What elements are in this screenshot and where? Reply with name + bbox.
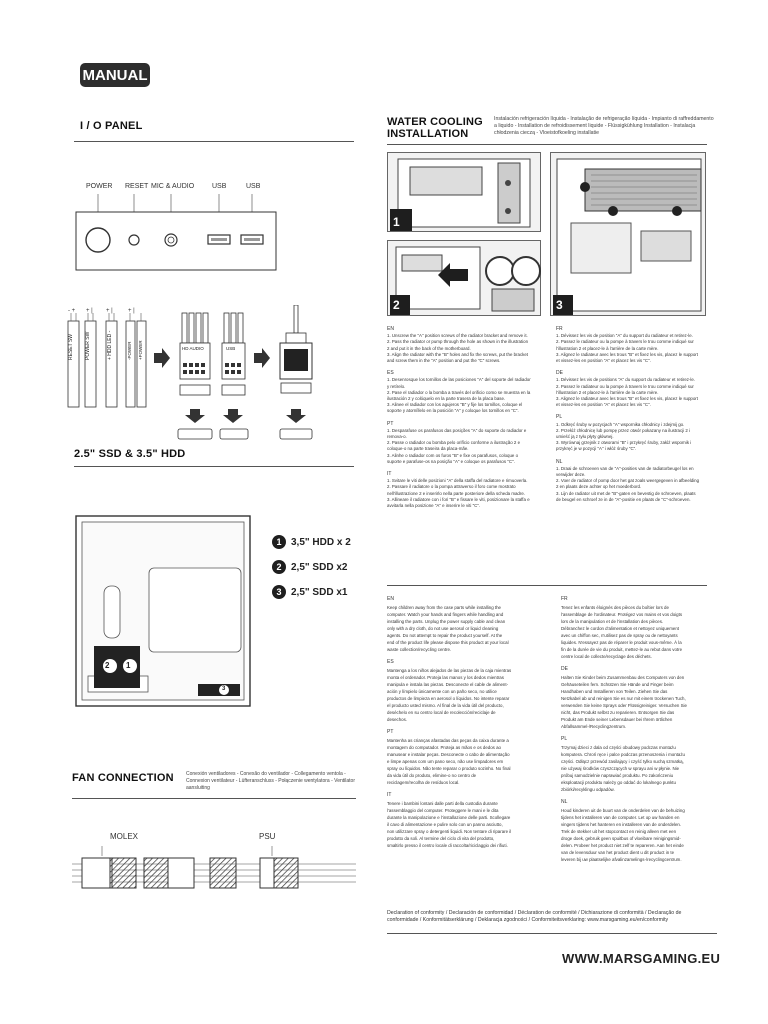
safety-en-lang: EN	[387, 596, 394, 602]
fan-connection-diagram	[72, 842, 362, 912]
safety-pt-line: reciclagem/recolha de resíduos local.	[387, 780, 460, 785]
safety-pl-lang: PL	[561, 736, 568, 742]
fan-title: FAN CONNECTION	[72, 772, 174, 784]
port-label-mic-audio: MIC & AUDIO	[151, 183, 195, 190]
safety-pl-line: komputera. Chroń ręce i palce podczas przenoszenia i montażu	[561, 752, 685, 757]
connector-label-minus-power: -POWER	[127, 341, 132, 360]
header-connectors	[150, 305, 360, 445]
safety-fr	[561, 596, 721, 660]
safety-de-lang: DE	[561, 666, 568, 672]
safety-de-line: verwenden Sie keine Sprays oder Flüssigreiniger. Versuchen Sie	[561, 703, 687, 708]
install-en-line: 1. Unscrew the "A" position screws of the radiator bracket and remove it.	[387, 333, 528, 339]
safety-es-line: desechos.	[387, 717, 408, 722]
safety-it-line: smaltirlo presso il centro locale di raccolta/riciclaggio dei rifiuti.	[387, 843, 508, 848]
safety-es-line: ación y límpielo únicamente con un paño seco, no utilice	[387, 689, 497, 694]
install-pt-line: 3. Alinhe o radiador com os furos "B" e fixe os parafusos, coloque o	[387, 452, 519, 458]
safety-es-line: manipula e instala las piezas. Desconecte el cable de aliment-	[387, 682, 509, 687]
safety-rule	[387, 585, 707, 586]
connector-label-power-sw: POWER SW	[85, 331, 91, 360]
install-it-lang: IT	[387, 471, 392, 478]
safety-it-line: durante la manipolazione e l'installazione delle parti. Scollegare	[387, 815, 511, 820]
install-pl	[556, 414, 716, 452]
safety-fr-line: liquides. N'essayez pas de réparer le produit vous-même. À la	[561, 640, 682, 645]
install-fr-line: 2. Passez le radiateur ou la pompe à travers le trou comme indiqué sur	[556, 339, 694, 345]
declaration	[387, 910, 717, 924]
safety-de	[561, 666, 721, 730]
safety-pl-line: eksploatacji produktu należy go oddać do lokalnego punktu	[561, 780, 676, 785]
install-it-line: nell'illustrazione 2 e inserirlo nella parte posteriore della scheda madre.	[387, 490, 525, 496]
storage-item-1-number: 1	[272, 535, 286, 549]
install-de-line: 2. Passez le radiateur ou la pompe à travers le trou comme indiqué sur	[556, 383, 694, 389]
install-pt-line: 2. Passe o radiador ou bomba pelo orifício conforme a ilustração 2 e	[387, 440, 521, 446]
safety-fr-line: l'assemblage de l'ordinateur. Protégez vos mains et vos doigts	[561, 612, 683, 617]
header-label-hd-audio: HD AUDIO	[182, 346, 204, 351]
install-pt-line: suporte e parafuse-os na posição "A" e coloque os parafusos "C".	[387, 458, 515, 464]
safety-nl-line: leveren bij uw plaatselijke afvalinzamelings-/recyclingcentrum.	[561, 857, 682, 862]
safety-pl-line: nie używaj środków czyszczących w sprayu ani w płynie. Nie	[561, 766, 680, 771]
install-pl-line: umieść ją z tyłu płyty głównej.	[556, 434, 614, 440]
declaration-line2: conformidade / Konformitätserklärung / Deklaracja zgodności / Conformiteitsverklaring: www.marsgaming.eu/en/conformity	[387, 917, 669, 923]
install-nl-line: verwijder deze.	[556, 472, 586, 478]
safety-pl-line: Trzymaj dzieci z dala od części obudowy podczas montażu	[561, 745, 676, 750]
safety-es-line: el producto usted mismo. Al final de la vida útil del producto,	[387, 703, 504, 708]
safety-pl	[561, 736, 721, 793]
safety-pt-line: Mantenha as crianças afastadas das peças da caixa durante a	[387, 738, 509, 743]
install-nl-lang: NL	[556, 458, 563, 465]
safety-es	[387, 659, 552, 723]
safety-en-line: installing the parts. Unplug the power supply cable and clean	[387, 619, 506, 624]
safety-en-line: computer. Watch your hands and fingers while handling and	[387, 612, 504, 617]
water-figure-2-number: 2	[393, 298, 400, 312]
safety-fr-line: centre local de collecte/recyclage des déchets.	[561, 654, 652, 659]
install-pt-lang: PT	[387, 420, 394, 427]
safety-it-line: prodotto da soli. Al termine del ciclo di vita del prodotto,	[387, 836, 495, 841]
install-de-line: l'illustration 2 et placez-le à l'arrière de la carte mère.	[556, 389, 659, 395]
install-de-line: 3. Alignez le radiateur avec les trous "B" et fixez les vis, placez le support	[556, 396, 698, 402]
install-pl-lang: PL	[556, 414, 563, 421]
install-es-lang: ES	[387, 370, 394, 377]
install-it-line: 2. Passare il radiatore o la pompa attraverso il foro come mostrato	[387, 484, 516, 490]
safety-fr-lang: FR	[561, 596, 568, 602]
port-label-usb-2: USB	[246, 183, 261, 190]
water-rule	[387, 144, 707, 145]
safety-it-line: Tenere i bambini lontani dalle parti della custodia durante	[387, 801, 498, 806]
install-nl	[556, 459, 716, 503]
safety-nl	[561, 799, 721, 863]
install-fr	[556, 326, 716, 364]
safety-it-line: l'assemblaggio del computer. Proteggere le mani e le dita	[387, 808, 499, 813]
storage-item-2-number: 2	[272, 560, 286, 574]
safety-es-line: monta el ordenador. Proteja las manos y los dedos mientras	[387, 675, 504, 680]
install-pl-line: 2. Przełóż chłodnicę lub pompę przez otwór pokazany na ilustracji 2 i	[556, 427, 690, 433]
safety-pl-line: części. Odłącz przewód zasilający i czyść tylko suchą szmatką,	[561, 759, 684, 764]
water-figure-1-number: 1	[393, 215, 400, 229]
install-nl-line: 3. Lijn de radiator uit met de "B"-gaten en bevestig de schroeven, plaats	[556, 490, 696, 496]
install-pt-line: remova-o.	[387, 434, 407, 440]
fan-subtitle: Conexión ventiladores - Conexão do ventilador - Collegamento ventola - Connexion ventilateur - Lüfteranschluss - Połączenie wentylatora - Ventilator aansluiting	[186, 771, 355, 791]
safety-en-line: only with a dry cloth, do not use aerosol or liquid cleaning	[387, 626, 499, 631]
install-es-line: y retírelo.	[387, 383, 406, 389]
safety-en-line: Keep children away from the case parts while installing the	[387, 605, 501, 610]
io-panel-title: I / O PANEL	[80, 120, 143, 132]
connector-label-plus-power: +POWER	[138, 340, 143, 360]
safety-de-line: Abfallsammel-/Recyclingzentrum.	[561, 724, 627, 729]
install-nl-line: 1. Draai de schroeven van de "A"-posities van de radiatorbeugel los en	[556, 465, 694, 471]
install-fr-line: et vissez-les en position "A" et placez les vis "C".	[556, 358, 651, 364]
install-fr-line: 3. Alignez le radiateur avec les trous "B" et fixez les vis, placez le support	[556, 351, 698, 357]
safety-fr-line: fin de la durée de vie du produit, mettez-le au rebut dans votre	[561, 647, 683, 652]
safety-es-lang: ES	[387, 659, 394, 665]
safety-en-line: end of the product life please dispose this product at your local	[387, 640, 509, 645]
safety-it-line: non utilizzare spray o detergenti liquidi. Non tentare di riparare il	[387, 829, 512, 834]
safety-nl-line: droge doek, gebruik geen spuitbus of vloeibare reinigingsmid-	[561, 836, 681, 841]
water-figure-2	[387, 240, 541, 316]
declaration-line1: Declaration of conformity / Declaración de conformidad / Déclaration de conformité / Dichiarazione di conformità / Declaração de	[387, 910, 682, 916]
install-en-line: 2. Pass the radiator or pump through the hole as shown in the illustration	[387, 339, 529, 345]
safety-fr-line: lors de la manipulation et de l'installation des pièces.	[561, 619, 664, 624]
storage-item-2	[272, 560, 347, 574]
safety-it	[387, 792, 552, 849]
storage-item-3-text: 2,5" SDD x1	[291, 586, 348, 598]
safety-pt-line: spray ou líquidos. Não tente reparar o produto sozinho. No final	[387, 766, 511, 771]
install-right-column	[556, 326, 716, 509]
declaration-rule	[387, 933, 717, 934]
safety-nl-lang: NL	[561, 799, 568, 805]
water-figure-1	[387, 152, 541, 232]
port-label-usb-1: USB	[212, 183, 227, 190]
safety-pt-line: e limpe apenas com um pano seco, não use limpadores em	[387, 759, 504, 764]
install-it-line: 3. Allineare il radiatore con i fori "B" e fissare le viti, posizionare la staffa e	[387, 496, 530, 502]
install-nl-line: de beugel en schroef ze in de "A"-positie en plaats de "C"-schroeven.	[556, 496, 691, 502]
install-es-line: 2. Pase el radiador o la bomba a través del orificio como se muestra en la	[387, 389, 531, 395]
port-label-reset: RESET	[125, 183, 149, 190]
svg-text:+ |: + |	[106, 308, 113, 314]
psu-label: PSU	[259, 832, 276, 841]
install-de-line: 1. Dévissez les vis de positions "A" du support du radiateur et retirez-le.	[556, 377, 696, 383]
install-pt	[387, 421, 549, 465]
install-it	[387, 471, 549, 509]
install-en-line: 3. Align the radiator with the "B" holes and fix the screws, put the bracket	[387, 351, 529, 357]
install-en-line: 2 and put it in the back of the motherboard.	[387, 345, 471, 351]
storage-rule	[74, 466, 354, 467]
safety-left-column	[387, 596, 552, 855]
install-nl-line: 2 en plaats deze achter op het moederbord.	[556, 484, 642, 490]
safety-pt	[387, 729, 552, 786]
fan-rule	[72, 798, 356, 799]
safety-de-line: Halten Sie Kinder beim Zusammenbau des Computers von den	[561, 675, 685, 680]
install-de-lang: DE	[556, 370, 563, 377]
port-label-power: POWER	[86, 183, 113, 190]
storage-item-2-text: 2,5" SDD x2	[291, 561, 348, 573]
install-pl-line: 3. Wyrównaj grzejnik z otworami "B" i przykręć śruby, załóż wspornik i	[556, 440, 692, 446]
safety-pt-line: montagem do computador. Proteja as mãos e os dedos ao	[387, 745, 501, 750]
safety-nl-line: delen. Probeer het product niet zelf te repareren. Aan het einde	[561, 843, 684, 848]
safety-es-line: productos de limpieza en aerosol o líquidos. No intente reparar	[387, 696, 510, 701]
safety-nl-line: tijdens het installeren van de computer. Let op uw handen en	[561, 815, 680, 820]
install-fr-lang: FR	[556, 326, 563, 332]
install-it-line: avvitarla nella posizione "A" e inserire le viti "C".	[387, 503, 481, 509]
safety-pt-line: da vida útil do produto, elimine-o no centro de	[387, 773, 477, 778]
safety-right-column	[561, 596, 721, 869]
molex-label: MOLEX	[110, 832, 139, 841]
install-es-line: ilustración 2 y colóquelo en la parte trasera de la placa base.	[387, 396, 506, 402]
safety-pl-line: próbuj samodzielnie naprawiać produktu. Po zakończeniu	[561, 773, 674, 778]
storage-item-3-number: 3	[272, 585, 286, 599]
website-link[interactable]: WWW.MARSGAMING.EU	[562, 951, 721, 966]
install-es-line: soporte y atorníllelo en la posición "A" y coloque los tornillos en "C".	[387, 408, 519, 414]
bay-number-2: 2	[105, 661, 110, 670]
safety-it-line: il cavo di alimentazione e pulire solo con un panno asciutto,	[387, 822, 503, 827]
install-it-line: 1. Svitare le viti delle posizioni "A" della staffa del radiatore e rimuoverla.	[387, 478, 528, 484]
install-en-line: and screw them in the "A" position and put the "C" screws.	[387, 358, 501, 364]
safety-de-line: Netzkabel ab und reinigen Sie es nur mit einem trockenen Tuch,	[561, 696, 686, 701]
install-en	[387, 326, 549, 364]
install-es	[387, 370, 549, 414]
safety-es-line: deséchelo en su centro local de recolección/reciclaje de	[387, 710, 496, 715]
safety-en	[387, 596, 552, 653]
install-de-line: et vissez-les en position "A" et placez les vis "C".	[556, 402, 651, 408]
water-title-line2: INSTALLATION	[387, 128, 469, 140]
storage-item-1-text: 3,5" HDD x 2	[291, 536, 351, 548]
svg-text:+ |: + |	[86, 308, 93, 314]
safety-pt-lang: PT	[387, 729, 394, 735]
install-fr-line: l'illustration 2 et placez-le à l'arrière de la carte mère.	[556, 345, 659, 351]
connector-label-hdd-led: + HDD LED -	[107, 330, 113, 360]
safety-nl-line: van de levensduur van het product dient u dit product in te	[561, 850, 675, 855]
safety-de-line: Gehäuseteilen fern. Schützen Sie Hände und Finger beim	[561, 682, 674, 687]
install-es-line: 3. Alinee el radiador con los agujeros "B" y fije los tornillos, coloque el	[387, 402, 523, 408]
safety-nl-line: vingers tijdens het hanteren en installeren van de onderdelen.	[561, 822, 682, 827]
install-pl-line: przykręć je w pozycji "A" i włóż śruby "C".	[556, 446, 637, 452]
connector-label-reset-sw: RESET SW	[68, 333, 74, 360]
io-panel-rule	[74, 141, 354, 142]
safety-es-line: Mantenga a los niños alejados de las piezas de la caja mientras	[387, 668, 512, 673]
safety-de-line: nicht, das Produkt selbst zu reparieren. Entsorgen Sie das	[561, 710, 675, 715]
svg-text:+ |: + |	[128, 308, 135, 314]
safety-de-line: Handhaben und Installieren von Teilen. Ziehen Sie das	[561, 689, 668, 694]
safety-fr-line: Tenez les enfants éloignés des pièces du boîtier lors de	[561, 605, 669, 610]
storage-item-3	[272, 585, 347, 599]
install-pl-line: 1. Odkręć śruby w pozycjach "A" wspornika chłodnicy i zdejmij go.	[556, 421, 685, 427]
install-pt-line: coloque-o na parte traseira da placa-mãe.	[387, 446, 469, 452]
safety-en-line: waste collection/recycling centre.	[387, 647, 452, 652]
water-subtitle: Instalación refrigeración líquida - Instalação de refrigeração líquida - Impianto di raffreddamento a liquido - Installation de refroidissement liquide - Flüssigkühlung Installation - Instalacja chłodzenia cieczą - Vloeistofkoeling installatie	[494, 116, 714, 136]
case-side-diagram	[74, 512, 254, 712]
install-es-line: 1. Desenrosque los tornillos de las posiciones "A" del soporte del radiador	[387, 377, 531, 383]
water-figure-3	[550, 152, 706, 316]
storage-item-1	[272, 535, 351, 549]
manual-badge: MANUAL	[80, 63, 150, 87]
safety-pt-line: manusear e instalar peças. Desconecte o cabo de alimentação	[387, 752, 510, 757]
io-panel-diagram	[74, 192, 284, 274]
install-de	[556, 370, 716, 408]
safety-de-line: Produkt am Ende seiner Lebensdauer bei Ihrem örtlichen	[561, 717, 673, 722]
safety-fr-line: avec un chiffon sec, n'utilisez pas de spray ou de nettoyants	[561, 633, 678, 638]
safety-it-lang: IT	[387, 792, 392, 798]
bay-number-3: 3	[222, 686, 226, 692]
bay-number-1: 1	[126, 661, 131, 670]
safety-en-line: agents. Do not attempt to repair the product yourself. At the	[387, 633, 503, 638]
safety-nl-line: Trek de stekker uit het stopcontact en reinig alleen met een	[561, 829, 677, 834]
install-fr-line: 1. Dévissez les vis de position "A" du support du radiateur et retirez-le.	[556, 333, 693, 339]
water-title	[387, 116, 483, 140]
install-en-lang: EN	[387, 326, 394, 332]
safety-nl-line: Houd kinderen uit de buurt van de onderdelen van de behuizing	[561, 808, 685, 813]
storage-title: 2.5" SSD & 3.5" HDD	[74, 448, 186, 460]
safety-pl-line: zbiórki/recyklingu odpadów.	[561, 787, 615, 792]
safety-fr-line: Débranchez le cordon d'alimentation et nettoyez uniquement	[561, 626, 679, 631]
install-left-column	[387, 326, 549, 515]
water-figure-3-number: 3	[556, 298, 563, 312]
header-label-usb: USB	[226, 346, 236, 351]
install-nl-line: 2. Voer de radiator of pomp door het gat zoals weergegeven in afbeelding	[556, 478, 700, 484]
water-title-line1: WATER COOLING	[387, 116, 483, 128]
svg-text:- +: - +	[68, 308, 76, 314]
install-pt-line: 1. Desparafuse os parafusos das posições "A" do suporte do radiador e	[387, 427, 527, 433]
